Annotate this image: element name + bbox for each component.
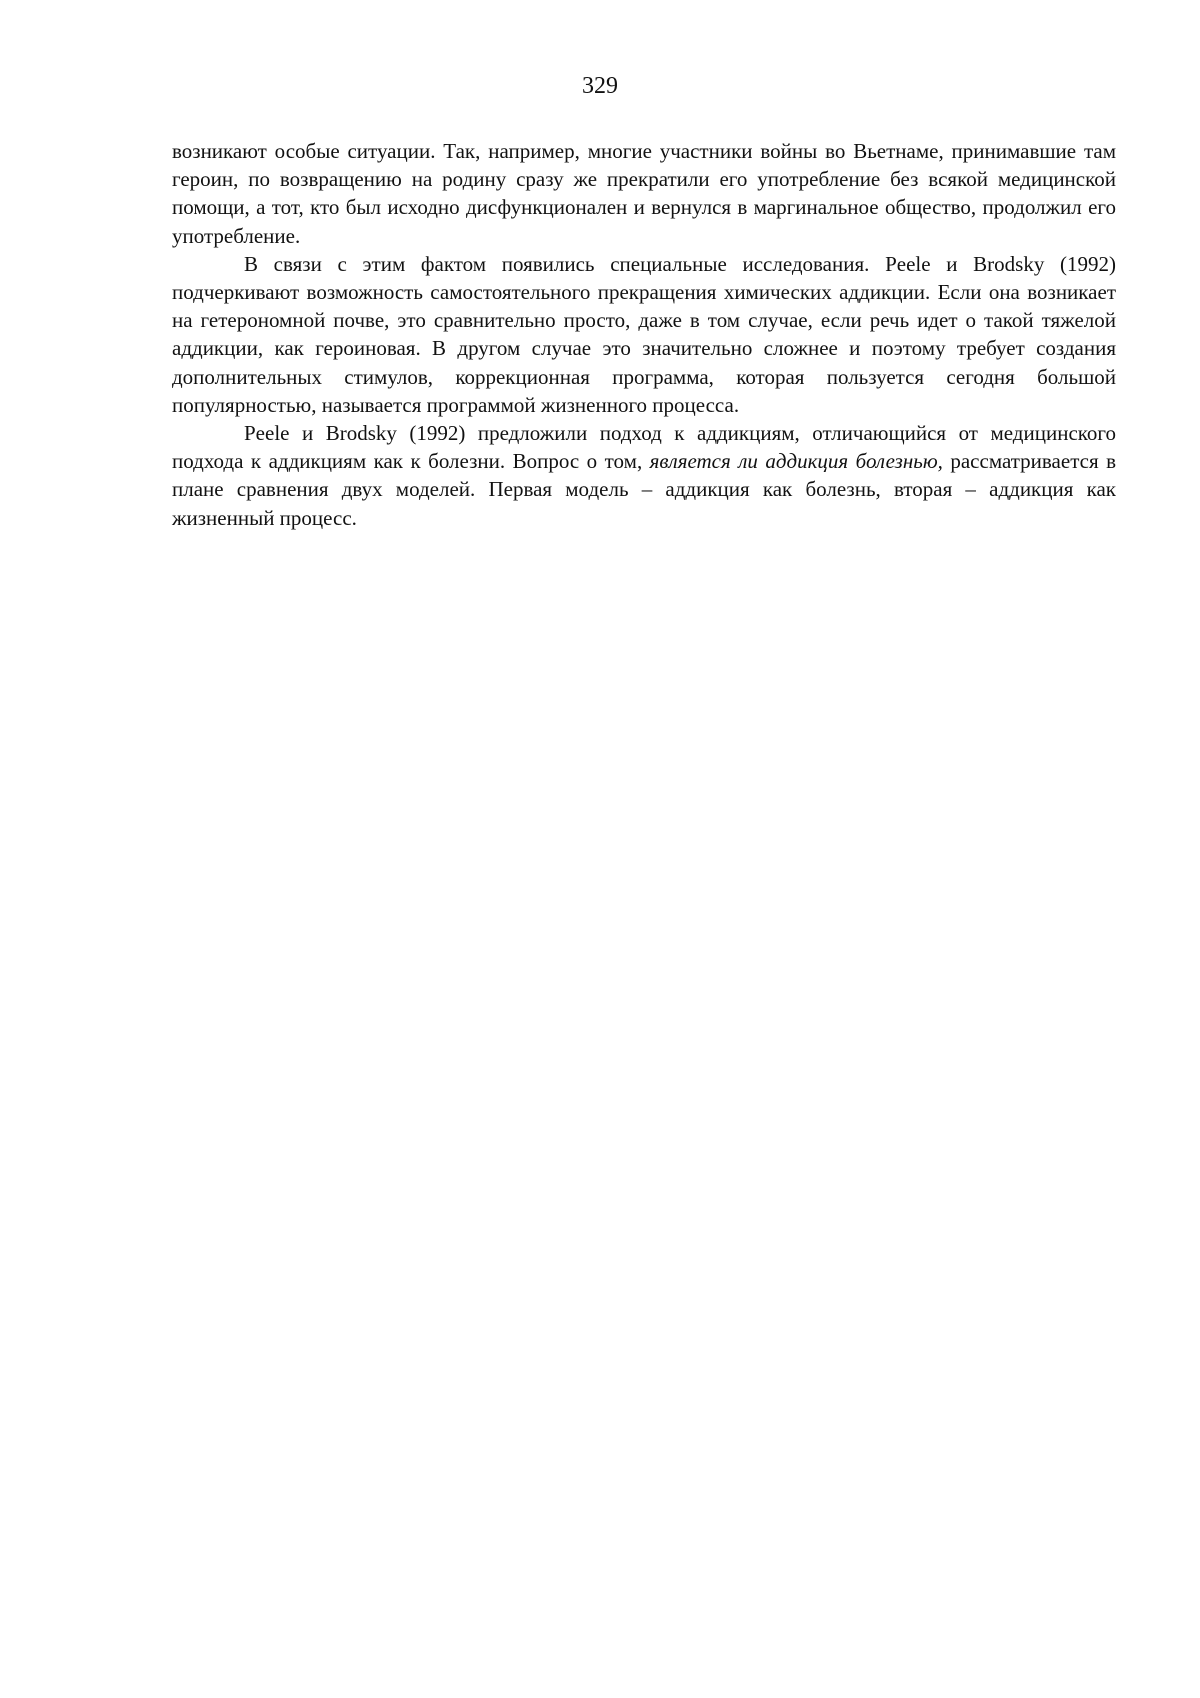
paragraph-3-text-end: рассматривается в плане сравнения двух моделей. Первая модель – аддикция как болезнь, вторая – аддикция как жизненный процесс. (172, 449, 1117, 530)
paragraph-2: В связи с этим фактом появились специальные исследования. Peele и Brodsky (1992) подчеркивают возможность самостоятельного прекращения химических аддикции. Если она возникает на гетерономной почве, это сравнительно просто, даже в том случае, если речь идет о такой тяжелой аддикции, как героиновая. В другом случае это значительно сложнее и поэтому требует создания дополнительных стимулов, коррекционная программа, которая пользуется сегодня большой популярностью, называется программой жизненного процесса. (172, 251, 1116, 417)
page-number: 329 (582, 73, 618, 99)
paragraph-3-text-start: Peele и Brodsky (1992) предложили подход к аддикциям, отличающийся от медицинского подхода к аддикциям как к болезни. Вопрос о том, (172, 421, 1116, 474)
paragraph-1: возникают особые ситуации. Так, например, многие участники войны во Вьетнаме, принимавшие там героин, по возвращению на родину сразу же прекратили его употребление без всякой медицинской помощи, а тот, кто был исходно дисфункционален и вернулся в маргинальное общество, продолжил его употребление. (172, 139, 1116, 248)
paragraph-3-italic-phrase: является ли аддикция болезнью, (649, 449, 943, 474)
paragraph-3 (172, 419, 1116, 532)
body-text (172, 137, 1116, 532)
